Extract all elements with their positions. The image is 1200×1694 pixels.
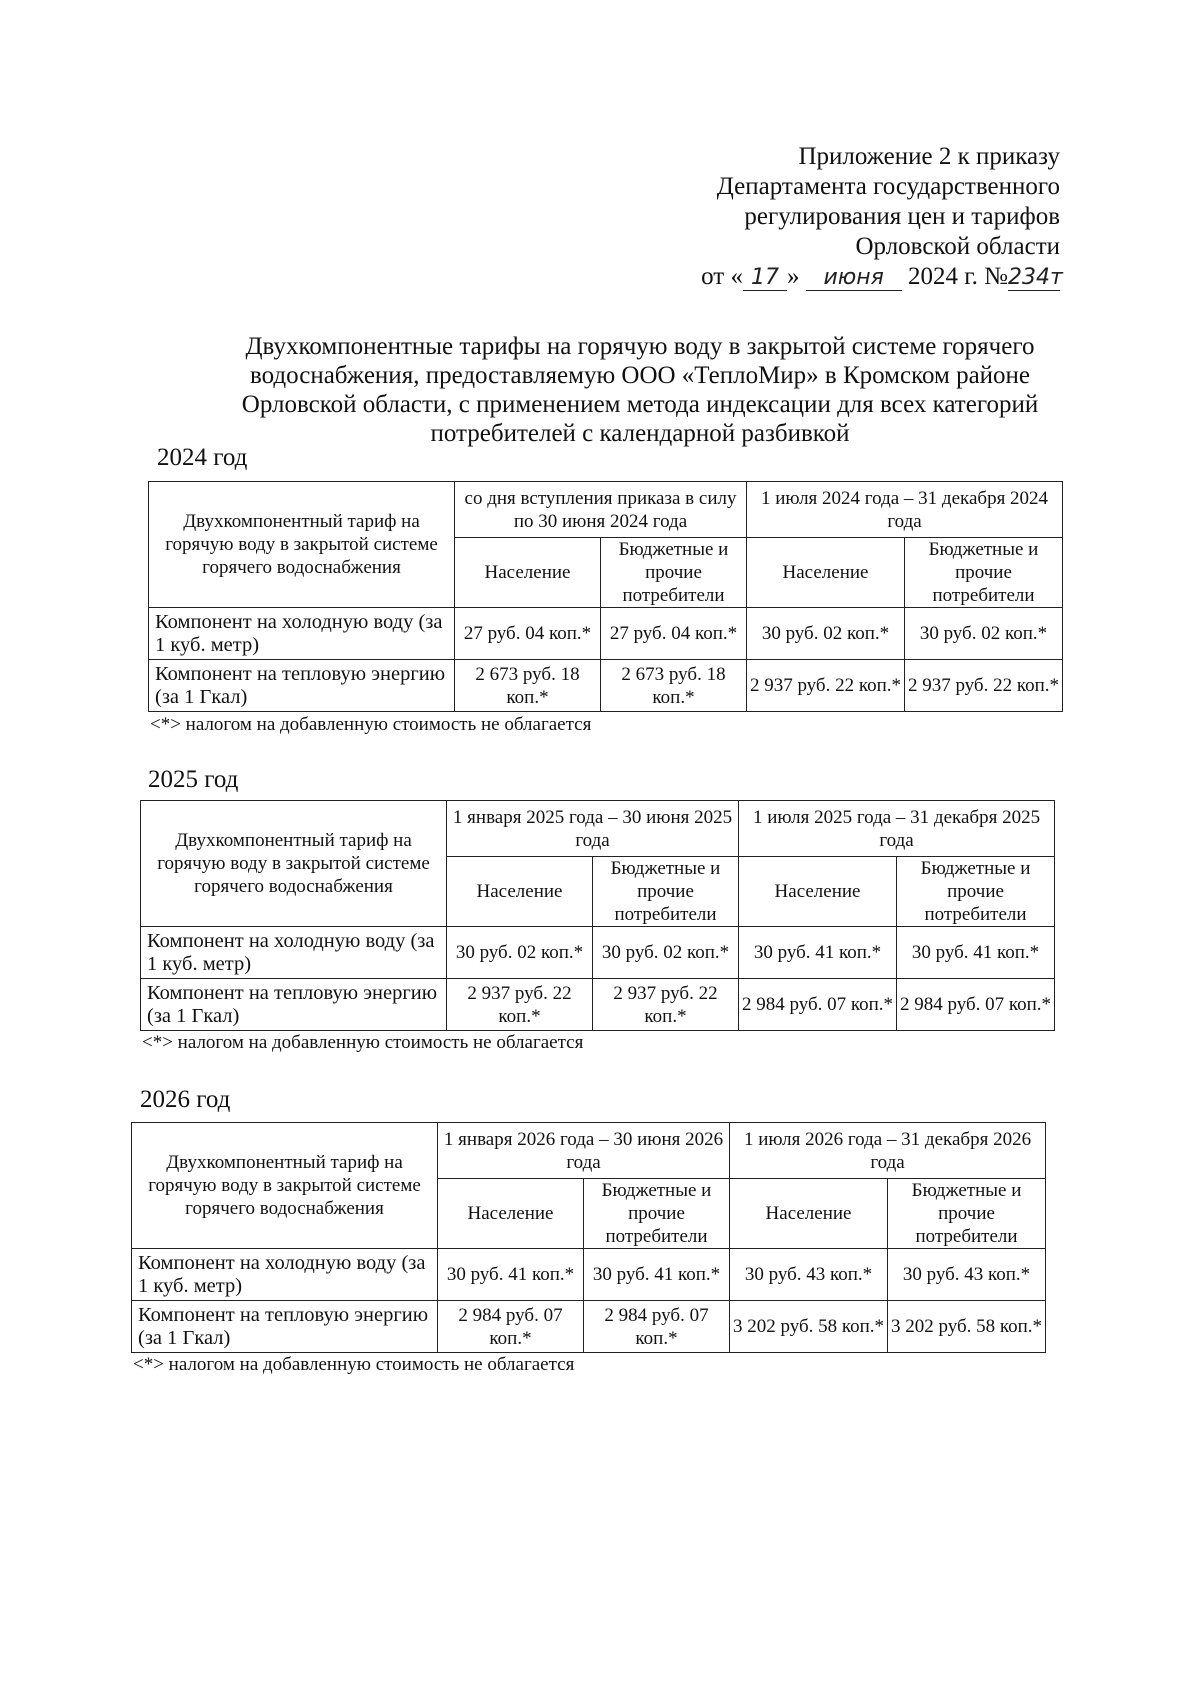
vat-footnote: <*> налогом на добавленную стоимость не облагается — [142, 1032, 584, 1053]
order-number-handwritten: 234т — [1008, 265, 1063, 290]
appendix-line: Департамента государственного — [716, 173, 1060, 200]
date-year: 2024 г. № — [907, 263, 1008, 290]
tariff-cell: 30 руб. 02 коп.* — [593, 927, 739, 979]
row-label: Компонент на тепловую энергию (за 1 Гкал) — [132, 1301, 438, 1353]
tariff-cell: 2 673 руб. 18 коп.* — [455, 660, 601, 712]
tariff-cell: 2 937 руб. 22 коп.* — [593, 979, 739, 1031]
table-corner-header: Двухкомпонентный тариф на горячую воду в закрытой системе горячего водоснабжения — [149, 482, 455, 608]
date-day-handwritten: 17 — [743, 266, 787, 291]
row-label: Компонент на холодную воду (за 1 куб. метр) — [132, 1249, 438, 1301]
column-header-population: Население — [747, 538, 905, 608]
tariff-cell: 30 руб. 41 коп.* — [584, 1249, 730, 1301]
tariff-cell: 2 937 руб. 22 коп.* — [447, 979, 593, 1031]
row-label: Компонент на тепловую энергию (за 1 Гкал) — [149, 660, 455, 712]
period-header: 1 января 2025 года – 30 июня 2025 года — [447, 801, 739, 857]
tariff-cell: 30 руб. 41 коп.* — [897, 927, 1055, 979]
table-row — [141, 979, 1055, 1031]
tariff-table-2024 — [148, 481, 1063, 712]
period-header: 1 июля 2024 года – 31 декабря 2024 года — [747, 482, 1063, 538]
row-label: Компонент на тепловую энергию (за 1 Гкал) — [141, 979, 447, 1031]
tariff-cell: 30 руб. 02 коп.* — [447, 927, 593, 979]
column-header-population: Население — [438, 1179, 584, 1249]
tariff-cell: 27 руб. 04 коп.* — [455, 608, 601, 660]
vat-footnote: <*> налогом на добавленную стоимость не облагается — [150, 714, 592, 735]
tariff-cell: 3 202 руб. 58 коп.* — [888, 1301, 1046, 1353]
tariff-table-2026 — [131, 1122, 1046, 1353]
column-header-budget: Бюджетные и прочие потребители — [905, 538, 1063, 608]
tariff-cell: 2 937 руб. 22 коп.* — [905, 660, 1063, 712]
row-label: Компонент на холодную воду (за 1 куб. метр) — [149, 608, 455, 660]
tariff-cell: 30 руб. 41 коп.* — [438, 1249, 584, 1301]
tariff-cell: 2 937 руб. 22 коп.* — [747, 660, 905, 712]
tariff-cell: 3 202 руб. 58 коп.* — [730, 1301, 888, 1353]
table-corner-header: Двухкомпонентный тариф на горячую воду в закрытой системе горячего водоснабжения — [141, 801, 447, 927]
table-row — [149, 608, 1063, 660]
tariff-cell: 30 руб. 43 коп.* — [888, 1249, 1046, 1301]
tariff-cell: 30 руб. 41 коп.* — [739, 927, 897, 979]
table-corner-header: Двухкомпонентный тариф на горячую воду в закрытой системе горячего водоснабжения — [132, 1123, 438, 1249]
column-header-population: Население — [447, 857, 593, 927]
appendix-line: Орловской области — [855, 233, 1060, 260]
tariff-cell: 30 руб. 43 коп.* — [730, 1249, 888, 1301]
tariff-cell: 2 984 руб. 07 коп.* — [897, 979, 1055, 1031]
document-title: Двухкомпонентные тарифы на горячую воду в закрытой системе горячего водоснабжения, предоставляемую ООО «ТеплоМир» в Кромском районе Орловской области, с применением метода индексации для всех категорий потребителей с календарной разбивкой — [241, 333, 1039, 447]
column-header-population: Население — [455, 538, 601, 608]
period-header: 1 января 2026 года – 30 июня 2026 года — [438, 1123, 730, 1179]
year-heading: 2025 год — [148, 766, 239, 793]
vat-footnote: <*> налогом на добавленную стоимость не облагается — [133, 1354, 575, 1375]
year-heading: 2024 год — [157, 444, 248, 471]
date-prefix: от « — [701, 263, 743, 290]
period-header: со дня вступления приказа в силу по 30 июня 2024 года — [455, 482, 747, 538]
tariff-cell: 2 984 руб. 07 коп.* — [438, 1301, 584, 1353]
column-header-budget: Бюджетные и прочие потребители — [593, 857, 739, 927]
table-row — [132, 1301, 1046, 1353]
appendix-block — [540, 142, 1063, 292]
column-header-budget: Бюджетные и прочие потребители — [897, 857, 1055, 927]
appendix-line: регулирования цен и тарифов — [744, 203, 1060, 230]
column-header-budget: Бюджетные и прочие потребители — [888, 1179, 1046, 1249]
tariff-cell: 2 984 руб. 07 коп.* — [584, 1301, 730, 1353]
date-mid: » — [786, 263, 800, 290]
table-row — [149, 660, 1063, 712]
period-header: 1 июля 2026 года – 31 декабря 2026 года — [730, 1123, 1046, 1179]
row-label: Компонент на холодную воду (за 1 куб. метр) — [141, 927, 447, 979]
column-header-budget: Бюджетные и прочие потребители — [584, 1179, 730, 1249]
tariff-cell: 27 руб. 04 коп.* — [601, 608, 747, 660]
column-header-population: Население — [739, 857, 897, 927]
year-heading: 2026 год — [140, 1086, 231, 1113]
table-row — [141, 927, 1055, 979]
appendix-line: Приложение 2 к приказу — [798, 143, 1060, 170]
tariff-cell: 2 673 руб. 18 коп.* — [601, 660, 747, 712]
column-header-population: Население — [730, 1179, 888, 1249]
table-row — [132, 1249, 1046, 1301]
order-date-line — [540, 262, 1063, 292]
tariff-cell: 30 руб. 02 коп.* — [905, 608, 1063, 660]
tariff-cell: 30 руб. 02 коп.* — [747, 608, 905, 660]
period-header: 1 июля 2025 года – 31 декабря 2025 года — [739, 801, 1055, 857]
tariff-table-2025 — [140, 800, 1055, 1031]
tariff-cell: 2 984 руб. 07 коп.* — [739, 979, 897, 1031]
column-header-budget: Бюджетные и прочие потребители — [601, 538, 747, 608]
date-month-handwritten: июня — [806, 266, 902, 291]
